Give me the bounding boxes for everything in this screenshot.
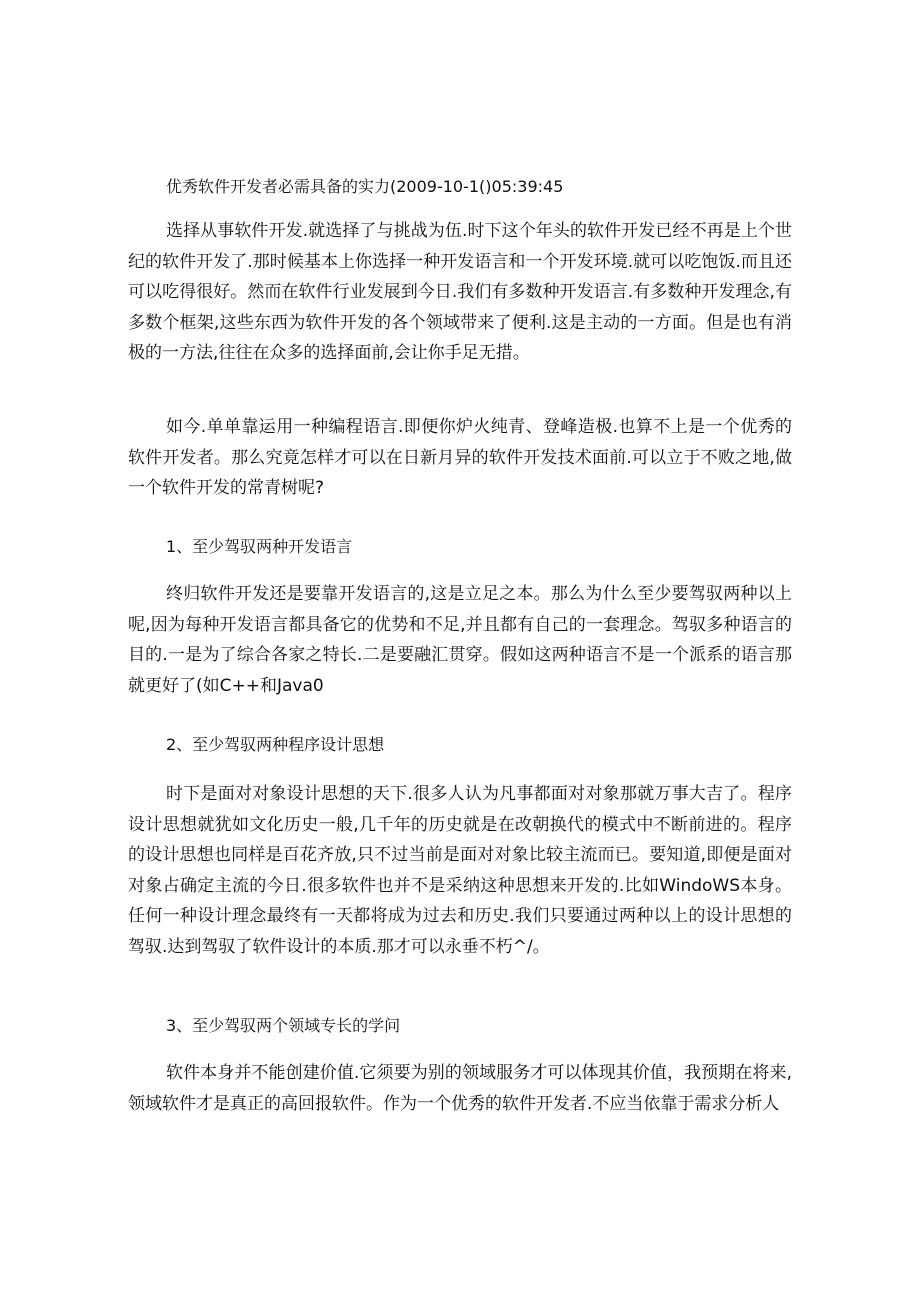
section-body-3: 软件本身并不能创建价值.它须要为别的领域服务才可以体现其价值，我预期在将来,领域软件才是真正的高回报软件。作为一个优秀的软件开发者.不应当依靠于需求分析人 [128, 1063, 792, 1114]
section-heading-1: 1、至少驾驭两种开发语言 [166, 537, 353, 556]
section-body-1: 终归软件开发还是要靠开发语言的,这是立足之本。那么为什么至少要驾驭两种以上呢,因为每种开发语言都具备它的优势和不足,并且都有自己的一套理念。驾驭多种语言的目的.一是为了综合各家之特长.二是要融汇贯穿。假如这两种语言不是一个派系的语言那就更好了(如C++和Java0 [128, 584, 792, 696]
section-body-2: 时下是面对对象设计思想的天下.很多人认为凡事都面对对象那就万事大吉了。程序设计思想就犹如文化历史一般,几千年的历史就是在改朝换代的模式中不断前进的。程序的设计思想也同样是百花齐放,只不过当前是面对对象比较主流而已。要知道,即便是面对对象占确定主流的今日.很多软件也并不是采纳这种思想来开发的.比如WindoWS本身。任何一种设计理念最终有一天都将成为过去和历史.我们只要通过两种以上的设计思想的驾驭.达到驾驭了软件设计的本质.那才可以永垂不朽^/。 [128, 784, 792, 957]
section-heading-2: 2、至少驾驭两种程序设计思想 [166, 735, 385, 754]
intro-paragraph-2: 如今.单单靠运用一种编程语言.即便你炉火纯青、登峰造极.也算不上是一个优秀的软件开发者。那么究竟怎样才可以在日新月异的软件开发技术面前.可以立于不败之地,做一个软件开发的常青树呢? [128, 417, 792, 498]
intro-paragraph-1: 选择从事软件开发.就选择了与挑战为伍.时下这个年头的软件开发已经不再是上个世纪的软件开发了.那时候基本上你选择一种开发语言和一个开发环境.就可以吃饱饭.而且还可以吃得很好。然而在软件行业发展到今日.我们有多数种开发语言.有多数种开发理念,有多数个框架,这些东西为软件开发的各个领域带来了便利.这是主动的一方面。但是也有消极的一方法,往往在众多的选择面前,会让你手足无措。 [128, 221, 792, 363]
document-title: 优秀软件开发者必需具备的实力(2009-10-1()05:39:45 [166, 177, 564, 196]
section-heading-3: 3、至少驾驭两个领域专长的学问 [166, 1016, 401, 1035]
